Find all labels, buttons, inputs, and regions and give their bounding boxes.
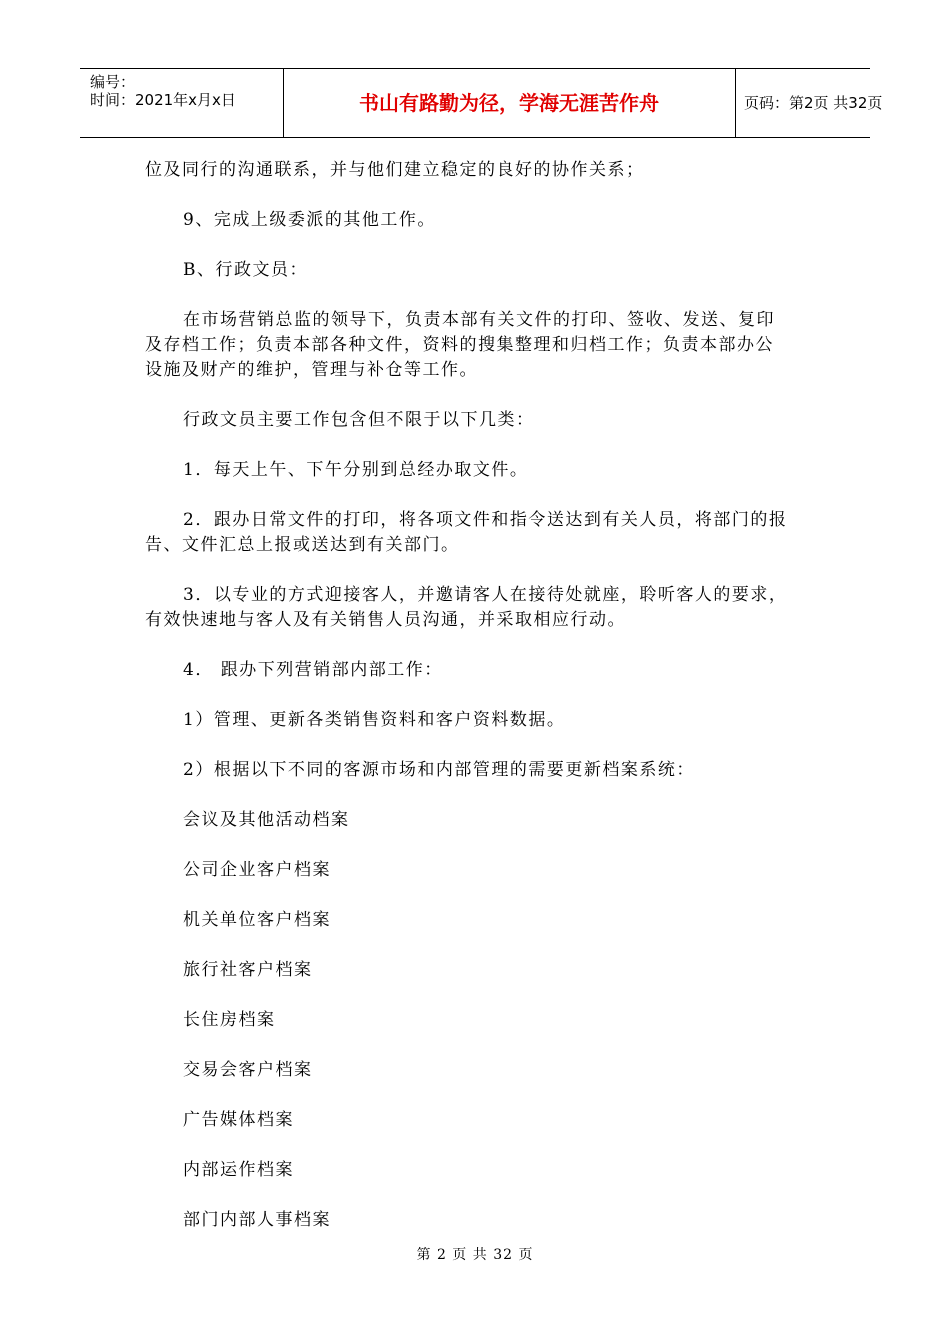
list-item: 4． 跟办下列营销部内部工作：: [183, 660, 443, 680]
archive-item: 内部运作档案: [183, 1160, 294, 1180]
header-motto: 书山有路勤为径，学海无涯苦作舟: [359, 91, 659, 115]
body-line: 告、文件汇总上报或送达到有关部门。: [145, 535, 460, 555]
document-number-label: 编号：: [90, 73, 136, 91]
page-header: [80, 68, 883, 138]
body-line: 位及同行的沟通联系，并与他们建立稳定的良好的协作关系；: [145, 160, 645, 180]
header-motto-cell: [283, 69, 736, 137]
body-line: 设施及财产的维护，管理与补仓等工作。: [145, 360, 478, 380]
section-heading: B、行政文员：: [183, 260, 308, 280]
document-date: 时间：2021年x月x日: [90, 91, 236, 109]
archive-item: 会议及其他活动档案: [183, 810, 350, 830]
header-meta-cell: [80, 69, 284, 137]
body-line: 有效快速地与客人及有关销售人员沟通，并采取相应行动。: [145, 610, 626, 630]
archive-item: 机关单位客户档案: [183, 910, 331, 930]
body-line: 及存档工作；负责本部各种文件，资料的搜集整理和归档工作；负责本部办公: [145, 335, 774, 355]
header-page-number: 页码：第2页 共32页: [744, 94, 883, 112]
list-item: 2．跟办日常文件的打印，将各项文件和指令送达到有关人员，将部门的报: [183, 510, 788, 530]
list-item: 2）根据以下不同的客源市场和内部管理的需要更新档案系统：: [183, 760, 695, 780]
archive-item: 广告媒体档案: [183, 1110, 294, 1130]
page-footer: 第 2 页 共 32 页: [416, 1247, 534, 1263]
archive-item: 旅行社客户档案: [183, 960, 313, 980]
archive-item: 交易会客户档案: [183, 1060, 313, 1080]
archive-item: 部门内部人事档案: [183, 1210, 331, 1230]
header-page-cell: [736, 69, 883, 137]
list-item: 1）管理、更新各类销售资料和客户资料数据。: [183, 710, 566, 730]
body-line: 在市场营销总监的领导下，负责本部有关文件的打印、签收、发送、复印: [183, 310, 775, 330]
list-item: 3．以专业的方式迎接客人，并邀请客人在接待处就座，聆听客人的要求，: [183, 585, 788, 605]
body-line: 行政文员主要工作包含但不限于以下几类：: [183, 410, 535, 430]
archive-item: 公司企业客户档案: [183, 860, 331, 880]
list-item: 1．每天上午、下午分别到总经办取文件。: [183, 460, 529, 480]
archive-item: 长住房档案: [183, 1010, 276, 1030]
body-line: 9、完成上级委派的其他工作。: [183, 210, 436, 230]
